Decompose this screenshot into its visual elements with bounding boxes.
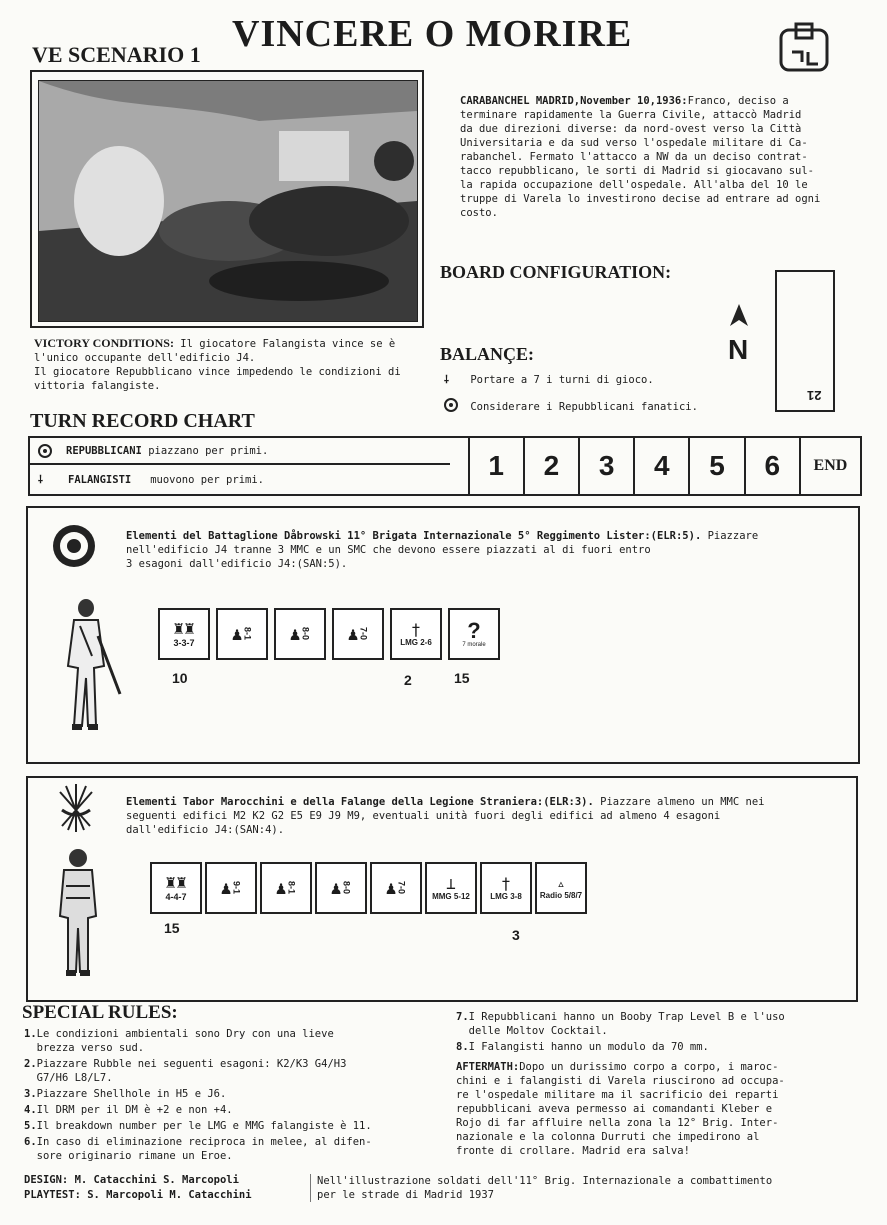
nationalist-soldier-figure: [48, 846, 108, 984]
republican-roundel-icon: [52, 524, 96, 572]
board-diagram: [775, 270, 835, 412]
aftermath-line: repubblicani aveva permesso ai comandanti Kleber e: [456, 1103, 773, 1115]
counter-leader: [205, 862, 257, 914]
roundel-icon: [38, 444, 52, 458]
intro-line: Franco, deciso a: [687, 95, 789, 107]
special-rules-heading: SPECIAL RULES:: [22, 1002, 178, 1023]
republican-counters: [158, 608, 500, 660]
radio-icon: ▵: [556, 875, 566, 892]
intro-line: truppe di Varela lo investirono decise ad entrare ad ogni: [460, 193, 821, 205]
turn-box-6: 6: [744, 438, 799, 494]
design-credit: DESIGN: M. Catacchini S. Marcopoli: [24, 1174, 239, 1186]
counter-concealment: [448, 608, 500, 660]
oob-text-line: Piazzare almeno un MMC nei: [593, 796, 765, 808]
aftermath-line: Dopo un durissimo corpo a corpo, i maroc-: [519, 1061, 779, 1073]
counter-leader: [216, 608, 268, 660]
leader-icon: ♟: [289, 623, 301, 645]
counter-label: 8-1: [286, 881, 297, 895]
counter-label: 4-4-7: [165, 892, 187, 902]
intro-dateline: CARABANCHEL MADRID,November 10,1936:: [460, 95, 688, 107]
counter-label: Radio 5/8/7: [539, 890, 583, 900]
victory-heading: VICTORY CONDITIONS:: [34, 336, 174, 350]
leader-icon: ♟: [231, 623, 243, 645]
scenario-logo-icon: [778, 22, 830, 78]
republican-soldier-figure: [50, 596, 126, 740]
special-rule: 2.Piazzare Rubble nei seguenti esagoni: K2/K3 G4/H3 G7/H6 L8/L7.: [24, 1058, 347, 1084]
turn-box-5: 5: [688, 438, 743, 494]
intro-line: la rapida occupazione dell'ospedale. All'alba del 10 le: [460, 179, 808, 191]
turn-row-text: muovono per primi.: [150, 473, 264, 486]
intro-line: terminare rapidamente la Guerra Civile, attaccò Madrid: [460, 109, 802, 121]
intro-line: Universitaria e da sud verso l'ospedale militare di Ca-: [460, 137, 808, 149]
scenario-photo: [38, 80, 418, 322]
scenario-label: VE SCENARIO 1: [32, 42, 201, 67]
counter-label: 3-3-7: [173, 638, 195, 648]
counter-leader: [260, 862, 312, 914]
aftermath-line: Rojo di far affluire nella zona la 12° Brig. Inter-: [456, 1117, 779, 1129]
board-config-heading: BOARD CONFIGURATION:: [440, 262, 672, 282]
falange-symbol-icon: ⸸: [444, 374, 449, 386]
special-rules-right: [456, 1010, 866, 1056]
leader-icon: ♟: [330, 877, 342, 899]
aftermath-line: re l'ospedale militare ma il sacrificio dei reparti: [456, 1089, 779, 1101]
caption-line: per le strade di Madrid 1937: [317, 1189, 495, 1201]
counter-quantity: 2: [404, 672, 412, 688]
intro-text: [460, 94, 850, 220]
counter-label: MMG 5-12: [432, 891, 470, 901]
turn-box-1: 1: [468, 438, 523, 494]
aftermath-line: chini e i falangisti di Varela riuscirono ad occupa-: [456, 1075, 785, 1087]
scenario-photo-frame: [30, 70, 424, 328]
leader-icon: ♟: [347, 623, 359, 645]
special-rule: 3.Piazzare Shellhole in H5 e J6.: [24, 1088, 227, 1100]
counter-label: 8-1: [242, 627, 253, 641]
lmg-icon: †: [411, 619, 421, 639]
balance-text: Portare a 7 i turni di gioco.: [470, 374, 654, 386]
aftermath: [456, 1060, 866, 1158]
balance-heading: BALANÇE:: [440, 344, 535, 364]
leader-icon: ♟: [220, 877, 232, 899]
playtest-credit: PLAYTEST: S. Marcopoli M. Catacchini: [24, 1189, 252, 1201]
counter-radio: [535, 862, 587, 914]
republican-oob-text: [126, 529, 856, 571]
leader-icon: ♟: [385, 877, 397, 899]
intro-line: rabanchel. Fermato l'attacco a NW da un deciso contrat-: [460, 151, 808, 163]
counter-squad: [150, 862, 202, 914]
north-arrow-icon: [730, 304, 748, 330]
oob-unit-heading: Elementi del Battaglione Dåbrowski 11° Brigata Internazionale 5° Reggimento Lister:(ELR:5).: [126, 530, 702, 542]
counter-quantity: 15: [164, 920, 180, 936]
roundel-icon: [444, 398, 458, 412]
special-rule: 6.In caso di eliminazione reciproca in melee, al difen- sore originario rimane un Eroe.: [24, 1136, 372, 1162]
counter-leader: [332, 608, 384, 660]
turn-box-4: 4: [633, 438, 688, 494]
victory-line: Il giocatore Repubblicano vince impedendo le condizioni di: [34, 366, 401, 378]
aftermath-heading: AFTERMATH:: [456, 1061, 520, 1073]
nationalist-oob-text: [126, 795, 851, 837]
special-rule: 8.I Falangisti hanno un modulo da 70 mm.: [456, 1041, 709, 1053]
balance-item: [444, 373, 654, 387]
special-rule: 4.Il DRM per il DM è +2 e non +4.: [24, 1104, 233, 1116]
turn-record-chart: [28, 436, 862, 496]
oob-text-line: seguenti edifici M2 K2 G2 E5 E9 J9 M9, eventuali unità fuori degli edifici ad almeno 4 esagoni: [126, 810, 721, 822]
counter-label: 7-0: [396, 881, 407, 895]
counter-label: 9-1: [231, 881, 242, 895]
special-rule: 7.I Repubblicani hanno un Booby Trap Level B e l'uso delle Moltov Cocktail.: [456, 1011, 785, 1037]
turn-row-side: REPUBBLICANI: [66, 444, 142, 457]
counter-leader: [370, 862, 422, 914]
oob-unit-heading: Elementi Tabor Marocchini e della Falange della Legione Straniera:(ELR:3).: [126, 796, 594, 808]
turn-box-3: 3: [578, 438, 633, 494]
victory-line: Il giocatore Falangista vince se è: [180, 338, 396, 350]
falange-symbol-icon: ⸸: [38, 473, 43, 486]
aftermath-line: nazionale e la colonna Durruti che impedirono al: [456, 1131, 760, 1143]
photo-caption: [310, 1174, 772, 1202]
caption-line: Nell'illustrazione soldati dell'11° Brig. Internazionale a combattimento: [317, 1175, 773, 1187]
counter-quantity: 3: [512, 927, 520, 943]
counter-label: LMG 2-6: [400, 637, 432, 647]
counter-squad: [158, 608, 210, 660]
oob-text-line: nell'edificio J4 tranne 3 MMC e un SMC che devono essere piazzati al di fuori entro: [126, 544, 651, 556]
special-rules-left: [24, 1027, 444, 1165]
nationalist-counters: [150, 862, 587, 914]
turn-box-end: END: [799, 438, 860, 494]
intro-line: tacco repubblicano, le sorti di Madrid si giocavano sul-: [460, 165, 815, 177]
leader-icon: ♟: [275, 877, 287, 899]
counter-quantity: 15: [454, 670, 470, 686]
balance-item: [444, 396, 698, 414]
counter-label: 8-0: [341, 881, 352, 895]
turn-box-2: 2: [523, 438, 578, 494]
turn-row-republicans: [30, 438, 450, 465]
counter-leader: [274, 608, 326, 660]
counter-quantity: 10: [172, 670, 188, 686]
balance-text: Considerare i Repubblicani fanatici.: [470, 401, 698, 413]
squad-icon: ♜♜: [173, 618, 195, 639]
board-number: 21: [807, 388, 822, 403]
north-label: N: [728, 334, 749, 365]
counter-lmg: [390, 608, 442, 660]
turn-chart-heading: TURN RECORD CHART: [30, 410, 255, 432]
oob-text-line: 3 esagoni dall'edificio J4:(SAN:5).: [126, 558, 348, 570]
victory-conditions: [34, 336, 434, 393]
concealment-icon: ?: [467, 618, 481, 643]
special-rule: 5.Il breakdown number per le LMG e MMG falangiste è 11.: [24, 1120, 372, 1132]
yoke-and-arrows-icon: [56, 780, 96, 840]
oob-text-line: dall'edificio J4:(SAN:4).: [126, 824, 285, 836]
counter-leader: [315, 862, 367, 914]
intro-line: da due direzioni diverse: da nord-ovest verso la Città: [460, 123, 802, 135]
counter-label: 8-0: [300, 627, 311, 641]
intro-line: costo.: [460, 207, 498, 219]
turn-chart-rows: [30, 438, 468, 494]
turn-row-falangists: [30, 465, 468, 494]
page-title: VINCERE O MORIRE: [232, 13, 633, 55]
counter-sublabel: 7 morale: [462, 642, 486, 648]
aftermath-line: fronte di crollare. Madrid era salva!: [456, 1145, 690, 1157]
counter-label: 7-0: [358, 627, 369, 641]
special-rule: 1.Le condizioni ambientali sono Dry con una lieve brezza verso sud.: [24, 1028, 334, 1054]
turn-row-side: FALANGISTI: [68, 473, 132, 486]
squad-icon: ♜♜: [165, 872, 187, 893]
turn-row-text: piazzano per primi.: [148, 444, 269, 457]
lmg-icon: †: [501, 873, 511, 893]
counter-mmg: [425, 862, 477, 914]
oob-text-line: Piazzare: [701, 530, 759, 542]
counter-label: LMG 3-8: [490, 891, 522, 901]
victory-line: l'unico occupante dell'edificio J4.: [34, 352, 256, 364]
counter-lmg: [480, 862, 532, 914]
mmg-icon: ⊥: [446, 873, 456, 893]
victory-line: vittoria falangiste.: [34, 380, 161, 392]
